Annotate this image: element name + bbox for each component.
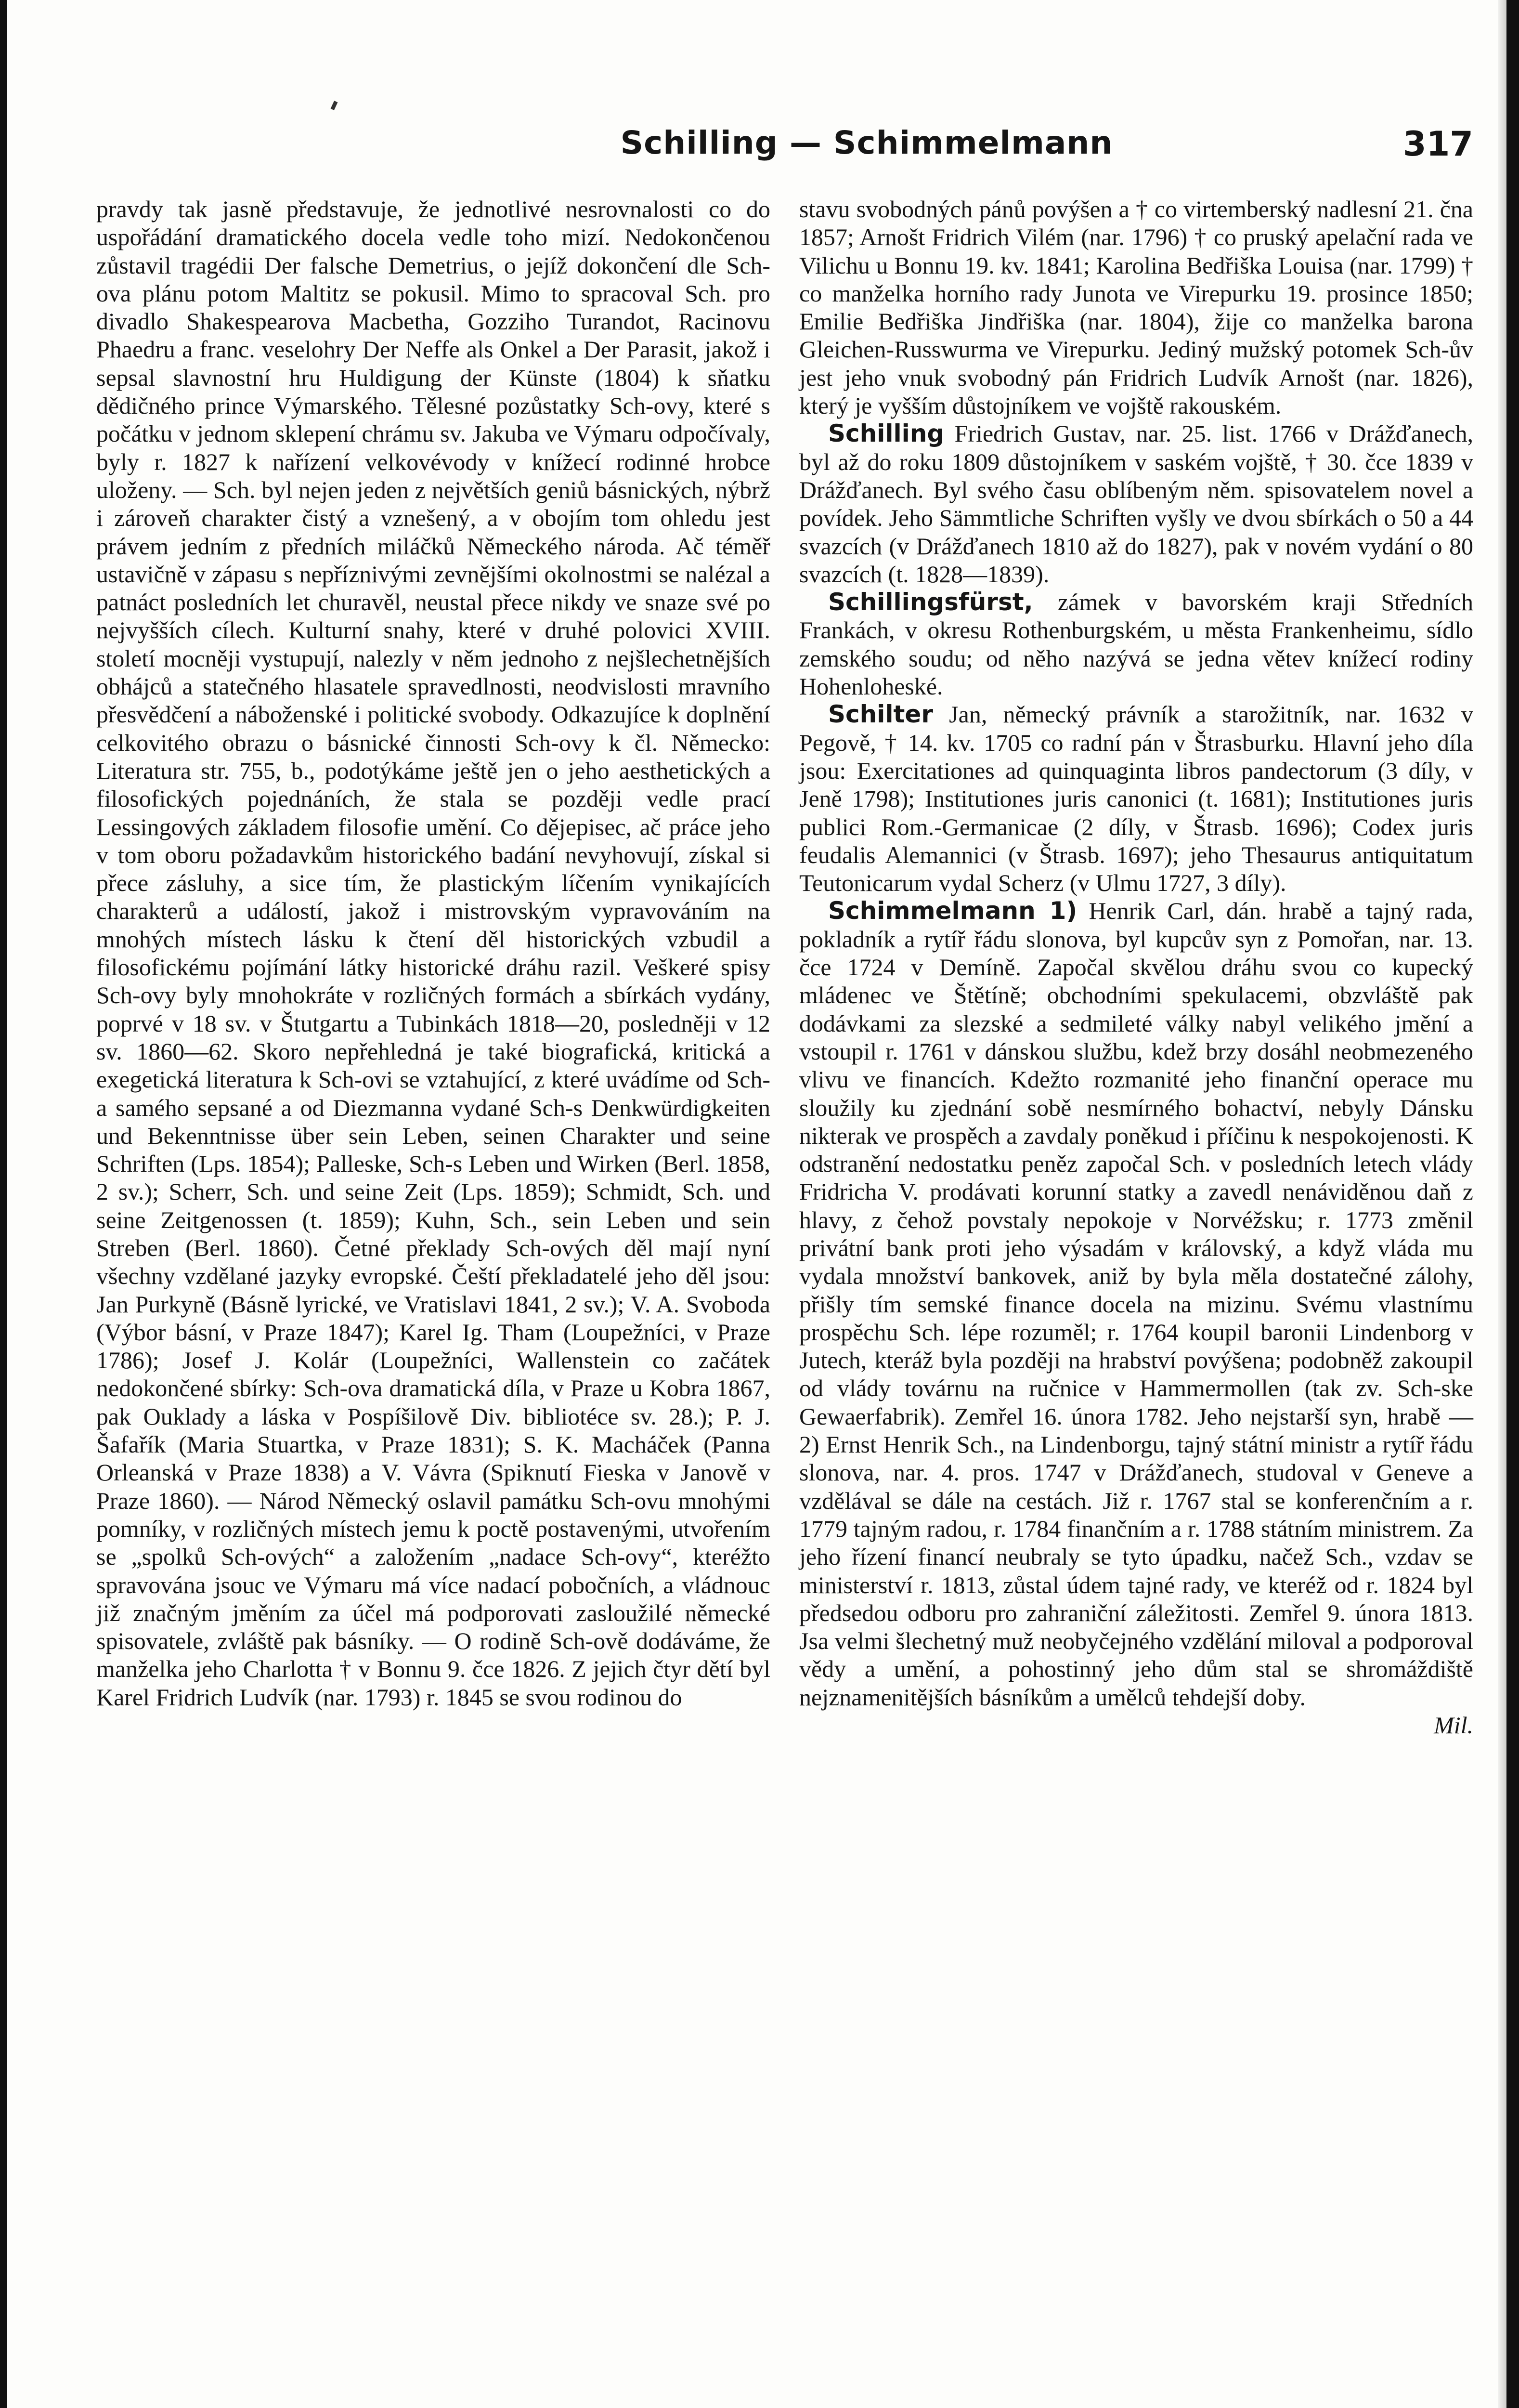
right-column [799, 195, 1473, 1739]
entry-head-schilling: Schilling [828, 419, 945, 448]
right-paragraph-1: stavu svobodných pánů povýšen a † co virtemberský nadlesní 21. čna 1857; Arnošt Fridrich Vilém (nar. 1796) † co pruský apelační rada ve Vilichu u Bonnu 19. kv. 1841; Karolina Bedřiška Louisa (nar. 1799) † co manželka horního rady Junota ve Virepurku 19. prosince 1850; Emilie Bedřiška Jindřiška (nar. 1804), žije co manželka barona Gleichen-Russwurma ve Virepurku. Jediný mužský potomek Sch-ův jest jeho vnuk svobodný pán Fridrich Ludvík Arnošt (nar. 1826), který je vyšším důstojníkem ve vojště rakouském. [799, 196, 1473, 419]
page-fold-shadow [1498, 0, 1506, 2408]
entry-schimmelmann [799, 897, 1473, 1711]
author-signature: Mil. [1434, 1712, 1473, 1739]
entry-schillingsfurst [799, 588, 1473, 700]
scan-right-edge [1506, 0, 1519, 2408]
entry-text-schilling: Friedrich Gustav, nar. 25. list. 1766 v Drážďanech, byl až do roku 1809 důstojníkem v saském vojště, † 30. čce 1839 v Drážďanech. Byl svého času oblíbeným něm. spisovatelem novel a povídek. Jeho Sämmtliche Schriften vyšly ve dvou sbírkách o 50 a 44 svazcích (v Drážďanech 1810 až do 1827), pak v novém vydání o 80 svazcích (t. 1828—1839). [799, 420, 1473, 588]
entry-head-schillingsfurst: Schillingsfürst, [828, 588, 1033, 616]
page-header [96, 124, 1473, 168]
left-paragraph-1: pravdy tak jasně představuje, že jednotlivé nesrovnalosti co do uspořádání dramatického docela vedle toho mizí. Nedokončenou zůstavil tragédii Der falsche Demetrius, o jejíž dokončení dle Sch-ova plánu potom Maltitz se pokusil. Mimo to spracoval Sch. pro divadlo Shakespearova Macbetha, Gozziho Turandot, Racinovu Phaedru a franc. veselohry Der Neffe als Onkel a Der Parasit, jakož i sepsal slavnostní hru Huldigung der Künste (1804) k sňatku dědičného prince Výmarského. Tělesné pozůstatky Sch-ovy, které s počátku v jednom sklepení chrámu sv. Jakuba ve Výmaru odpočívaly, byly r. 1827 k nařízení velkovévody v knížecí rodinné hrobce uloženy. — Sch. byl nejen jeden z největších geniů básnických, nýbrž i zároveň charakter čistý a vznešený, a v obojím tom ohledu jest právem jedním z předních miláčků Německého národa. Ač téměř ustavičně v zápasu s nepříznivými zevnějšími okolnostmi se nalézal a patnáct posledních let churavěl, neustal přece nikdy ve snaze své po nejvyšších cílech. Kulturní snahy, které v druhé polovici XVIII. století mocněji vystupují, nalezly v něm jednoho z nejšlechetnějších obhájců a statečného hlasatele spravedlnosti, neodvislosti mravního přesvědčení a náboženské i politické svobody. Odkazujíce k doplnění celkovitého obrazu o básnické činnosti Sch-ovy k čl. Německo: Literatura str. 755, b., podotýkáme ještě jen o jeho aesthetických a filosofických pojednáních, že stala se později vedle prací Lessingových základem filosofie umění. Co dějepisec, ač práce jeho v tom oboru požadavkům historického badání nevyhovují, získal si přece zásluhy, a sice tím, že plastickým líčením vynikajících charakterů a událostí, jakož i mistrovským vypravováním na mnohých místech lásku k čtení děl historických vzbudil a filosofickému pojímání látky historické dráhu razil. Veškeré spisy Sch-ovy byly mnohokráte v rozličných formách a sbírkách vydány, poprvé v 18 sv. v Štutgartu a Tubinkách 1818—20, posledněji v 12 sv. 1860—62. Skoro nepřehledná je také biografická, kritická a exegetická literatura k Sch-ovi se vztahující, z které uvádíme od Sch-a samého sepsané a od Diezmanna vydané Sch-s Denkwürdigkeiten und Bekenntnisse über sein Leben, seinen Charakter und seine Schriften (Lps. 1854); Palleske, Sch-s Leben und Wirken (Berl. 1858, 2 sv.); Scherr, Sch. und seine Zeit (Lps. 1859); Schmidt, Sch. und seine Zeitgenossen (t. 1859); Kuhn, Sch., sein Leben und sein Streben (Berl. 1860). Četné překlady Sch-ových děl mají nyní všechny vzdělané jazyky evropské. Čeští překladatelé jeho děl jsou: Jan Purkyně (Básně lyrické, ve Vratislavi 1841, 2 sv.); V. A. Svoboda (Výbor básní, v Praze 1847); Karel Ig. Tham (Loupežníci, v Praze 1786); Josef J. Kolár (Loupežníci, Wallenstein co začátek nedokončené sbírky: Sch-ova dramatická díla, v Praze u Kobra 1867, pak Ouklady a láska v Pospíšilově Div. bibliotéce sv. 28.); P. J. Šafařík (Maria Stuartka, v Praze 1831); S. K. Macháček (Panna Orleanská v Praze 1838) a V. Vávra (Spiknutí Fieska v Janově v Praze 1860). — Národ Německý oslavil památku Sch-ovu mnohými pomníky, v rozličných místech jemu k poctě postavenými, utvořením se „spolků Sch-ových“ a založením „nadace Sch-ovy“, kteréžto spravována jsouc ve Výmaru má více nadací pobočních, a vládnouc již značným jměním za účel má podporovati zasloužilé německé spisovatele, zvláště pak básníky. — O rodině Sch-ově dodáváme, že manželka jeho Charlotta † v Bonnu 9. čce 1826. Z jejich čtyr dětí byl Karel Fridrich Ludvík (nar. 1793) r. 1845 se svou rodinou do [96, 196, 770, 1711]
page-number: 317 [1402, 124, 1473, 164]
scan-speck [331, 101, 338, 110]
entry-schilling [799, 419, 1473, 588]
entry-text-schimmelmann: Henrik Carl, dán. hrabě a tajný rada, pokladník a rytíř řádu slonova, byl kupcův syn z Pomořan, nar. 13. čce 1724 v Demíně. Započal skvělou dráhu svou co kupecký mládenec ve Štětíně; obchodními spekulacemi, obzvláště pak dodávkami za slezské a sedmileté války nabyl velikého jmění a vstoupil r. 1761 v dánskou službu, kdež brzy dosáhl neobmezeného vlivu ve financích. Kdežto rozmanité jeho finanční operace mu sloužily ku zjednání sobě nesmírného bohactví, nebyly Dánsku nikterak ve prospěch a zavdaly poněkud i příčinu k nespokojenosti. K odstranění nedostatku peněz započal Sch. v posledních letech vlády Fridricha V. prodávati korunní statky a zavedl nenáviděnou daň z hlavy, z čehož povstaly nepokoje v Norvéžsku; r. 1773 změnil privátní bank proti jeho výsadám v královský, a když vláda mu vydala množství bankovek, aniž by byla měla dostatečné zálohy, přišly tím semské finance docela na mizinu. Svému vlastnímu prospěchu Sch. lépe rozuměl; r. 1764 koupil baronii Lindenborg v Jutech, kteráž byla později na hrabství povýšena; podobněž zakoupil od vlády továrnu na ručnice v Hammermollen (tak zv. Sch-ske Gewaerfabrik). Zemřel 16. února 1782. Jeho nejstarší syn, hrabě — 2) Ernst Henrik Sch., na Lindenborgu, tajný státní ministr a rytíř řádu slonova, nar. 4. pros. 1747 v Drážďanech, studoval v Geneve a vzdělával se dále na cestách. Již r. 1767 stal se konferenčním a r. 1779 tajným radou, r. 1784 finančním a r. 1788 státním ministrem. Za jeho řízení financí neubraly se tyto úpadku, načež Sch., vzdav se ministerství r. 1813, zůstal údem tajné rady, ve kteréž od r. 1824 byl předsedou odboru pro zahraniční záležitosti. Zemřel 9. února 1813. Jsa velmi šlechetný muž neobyčejného vzdělání miloval a podporoval vědy a umění, a pohostinný jeho dům stal se shromáždiště nejznamenitějších básníkům a umělců tehdejší doby. [799, 897, 1474, 1711]
entry-text-schilter: Jan, německý právník a starožitník, nar. 1632 v Pegově, † 14. kv. 1705 co radní pán v Štrasburku. Hlavní jeho díla jsou: Exercitationes ad quinquaginta libros pandectorum (3 díly, v Jeně 1798); Institutiones juris canonici (t. 1681); Institutiones juris publici Rom.-Germanicae (2 díly, v Štrasb. 1696); Codex juris feudalis Alemannici (v Štrasb. 1697); jeho Thesaurus antiquitatum Teutonicarum vydal Scherz (v Ulmu 1727, 3 díly). [799, 701, 1473, 897]
left-column [96, 195, 770, 1711]
scan-left-edge [0, 0, 7, 2408]
running-head: Schilling — Schimmelmann [620, 124, 1113, 161]
entry-head-schimmelmann: Schimmelmann 1) [828, 897, 1078, 925]
entry-text-schillingsfurst: zámek v bavorském kraji Středních Frankách, v okresu Rothenburgském, u města Frankenheimu, sídlo zemského soudu; od něho nazývá se jedna větev knížecí rodiny Hohenloheské. [799, 589, 1474, 700]
entry-head-schilter: Schilter [828, 700, 933, 729]
entry-schilter [799, 700, 1473, 897]
